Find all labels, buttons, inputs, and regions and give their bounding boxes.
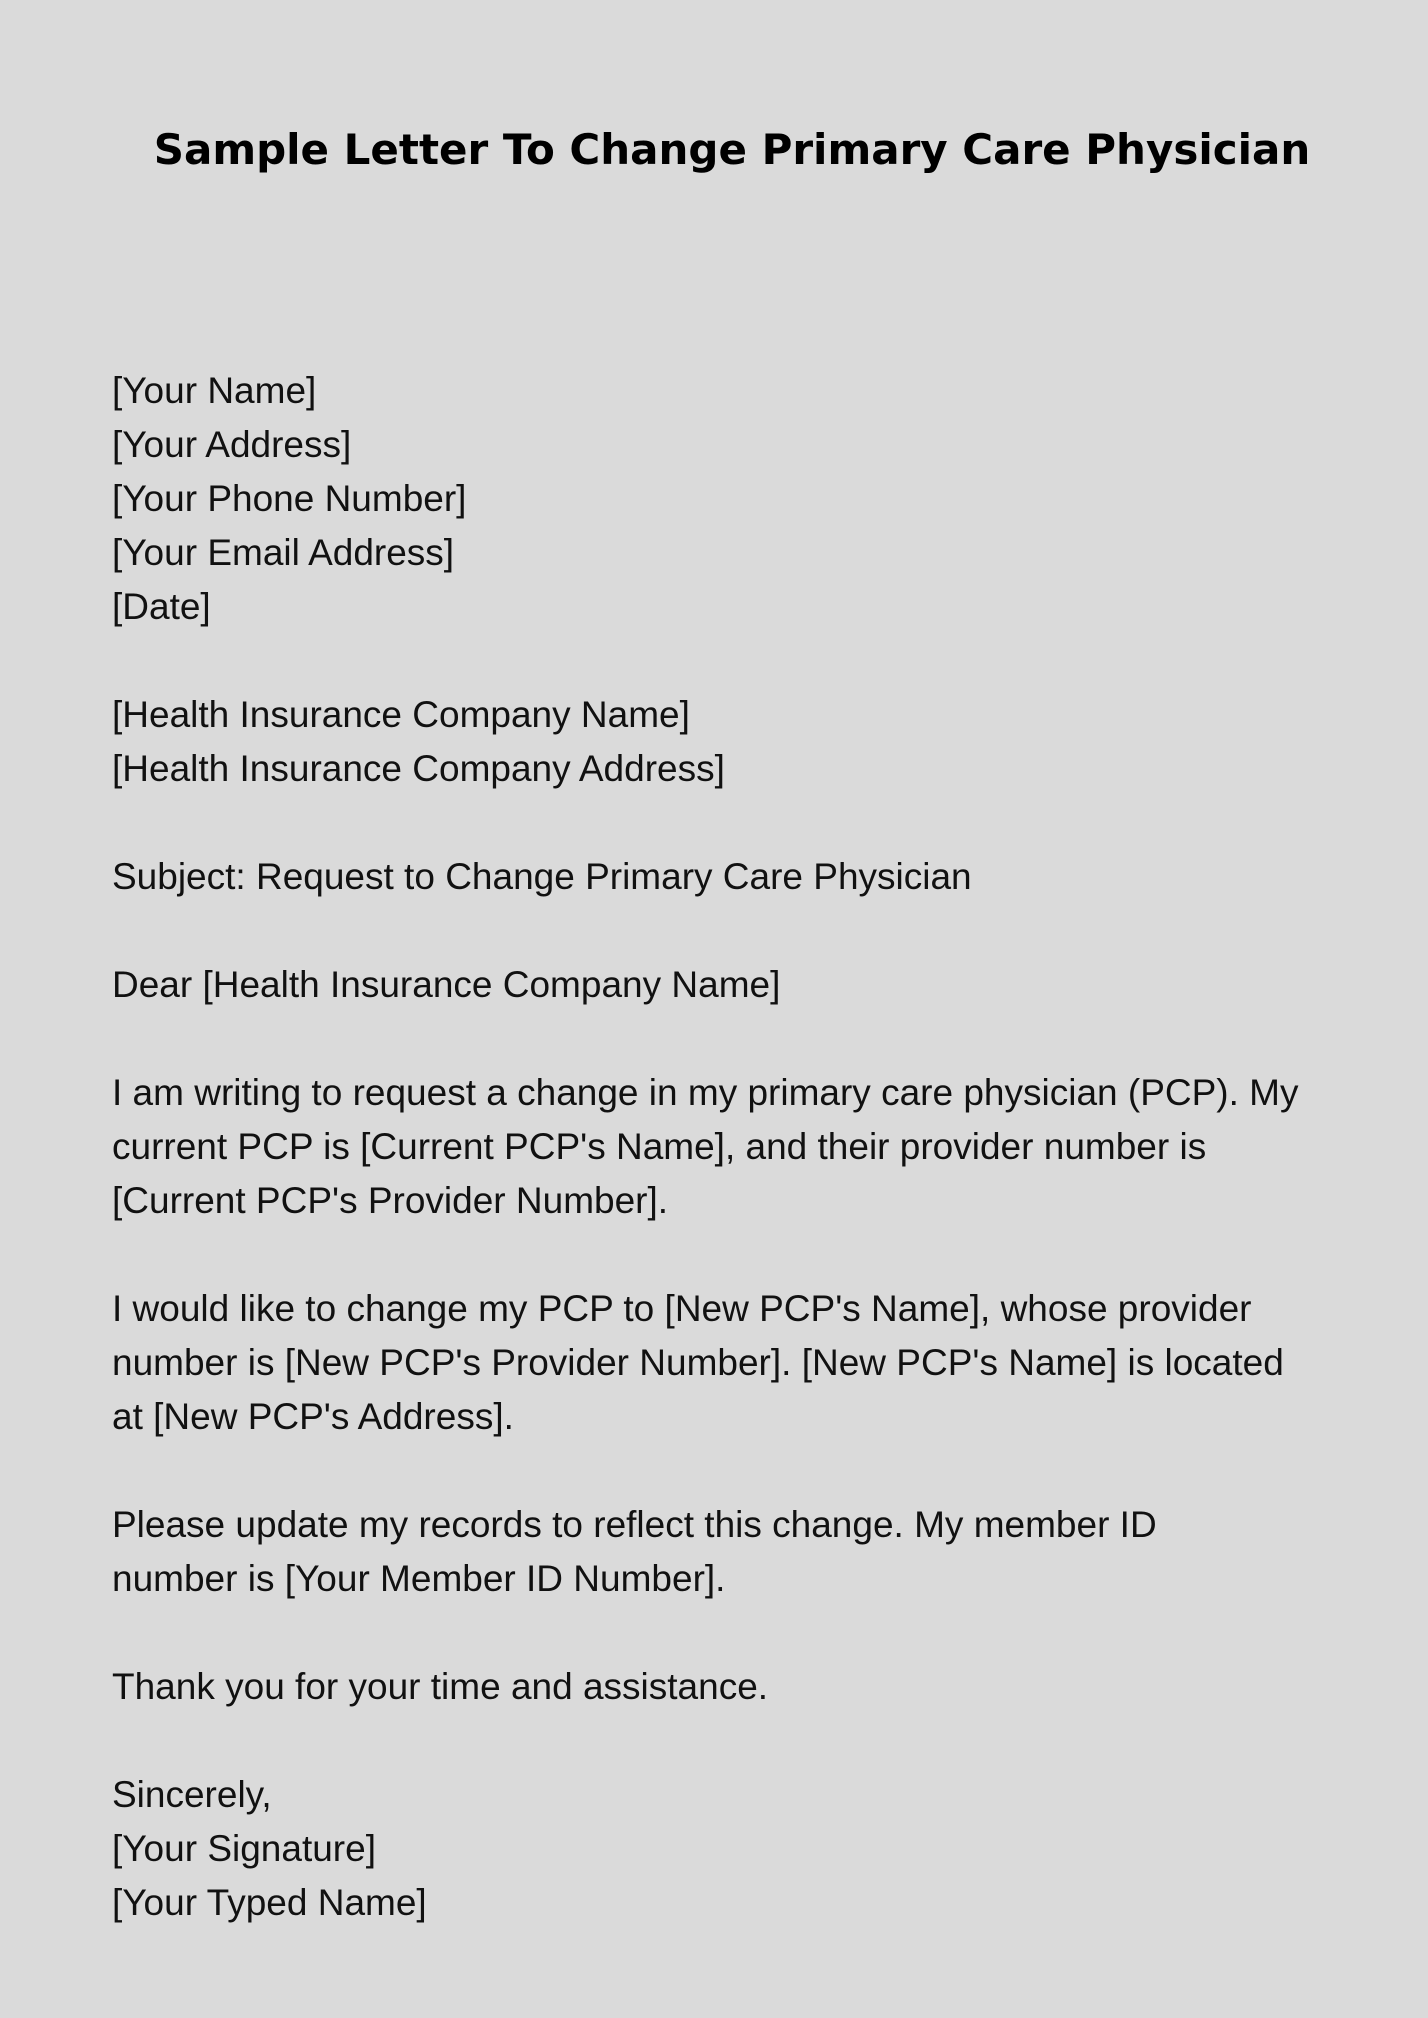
- paragraph-line: Please update my records to reflect this change. My member ID: [112, 1504, 1157, 1545]
- paragraph-line: number is [New PCP's Provider Number]. [New PCP's Name] is located: [112, 1342, 1284, 1383]
- paragraph-line: I am writing to request a change in my primary care physician (PCP). My: [112, 1072, 1299, 1113]
- paragraph-line: [Current PCP's Provider Number].: [112, 1180, 669, 1221]
- spacer: [112, 904, 1332, 958]
- paragraph-current-pcp: [112, 1066, 1332, 1228]
- spacer: [112, 1444, 1332, 1498]
- sender-phone: [Your Phone Number]: [112, 478, 467, 519]
- spacer: [112, 1012, 1332, 1066]
- signature: [Your Signature]: [112, 1828, 376, 1869]
- paragraph-line: number is [Your Member ID Number].: [112, 1558, 726, 1599]
- paragraph-member-id: [112, 1498, 1332, 1606]
- page-title: Sample Letter To Change Primary Care Physician: [153, 125, 1311, 174]
- paragraph-new-pcp: [112, 1282, 1332, 1444]
- sender-address: [Your Address]: [112, 424, 352, 465]
- paragraph-line: current PCP is [Current PCP's Name], and their provider number is: [112, 1126, 1207, 1167]
- spacer: [112, 796, 1332, 850]
- sender-email: [Your Email Address]: [112, 532, 455, 573]
- spacer: [112, 634, 1332, 688]
- sender-name: [Your Name]: [112, 370, 317, 411]
- letter-date: [Date]: [112, 586, 211, 627]
- typed-name: [Your Typed Name]: [112, 1882, 427, 1923]
- recipient-company-name: [Health Insurance Company Name]: [112, 694, 690, 735]
- spacer: [112, 1606, 1332, 1660]
- sign-off: Sincerely,: [112, 1774, 272, 1815]
- paragraph-line: I would like to change my PCP to [New PCP's Name], whose provider: [112, 1288, 1252, 1329]
- spacer: [112, 1228, 1332, 1282]
- recipient-company-address: [Health Insurance Company Address]: [112, 748, 725, 789]
- letter-body: [112, 364, 1332, 1930]
- spacer: [112, 1714, 1332, 1768]
- salutation: Dear [Health Insurance Company Name]: [112, 964, 781, 1005]
- subject-line: Subject: Request to Change Primary Care Physician: [112, 856, 972, 897]
- paragraph-line: at [New PCP's Address].: [112, 1396, 514, 1437]
- thanks-line: Thank you for your time and assistance.: [112, 1666, 769, 1707]
